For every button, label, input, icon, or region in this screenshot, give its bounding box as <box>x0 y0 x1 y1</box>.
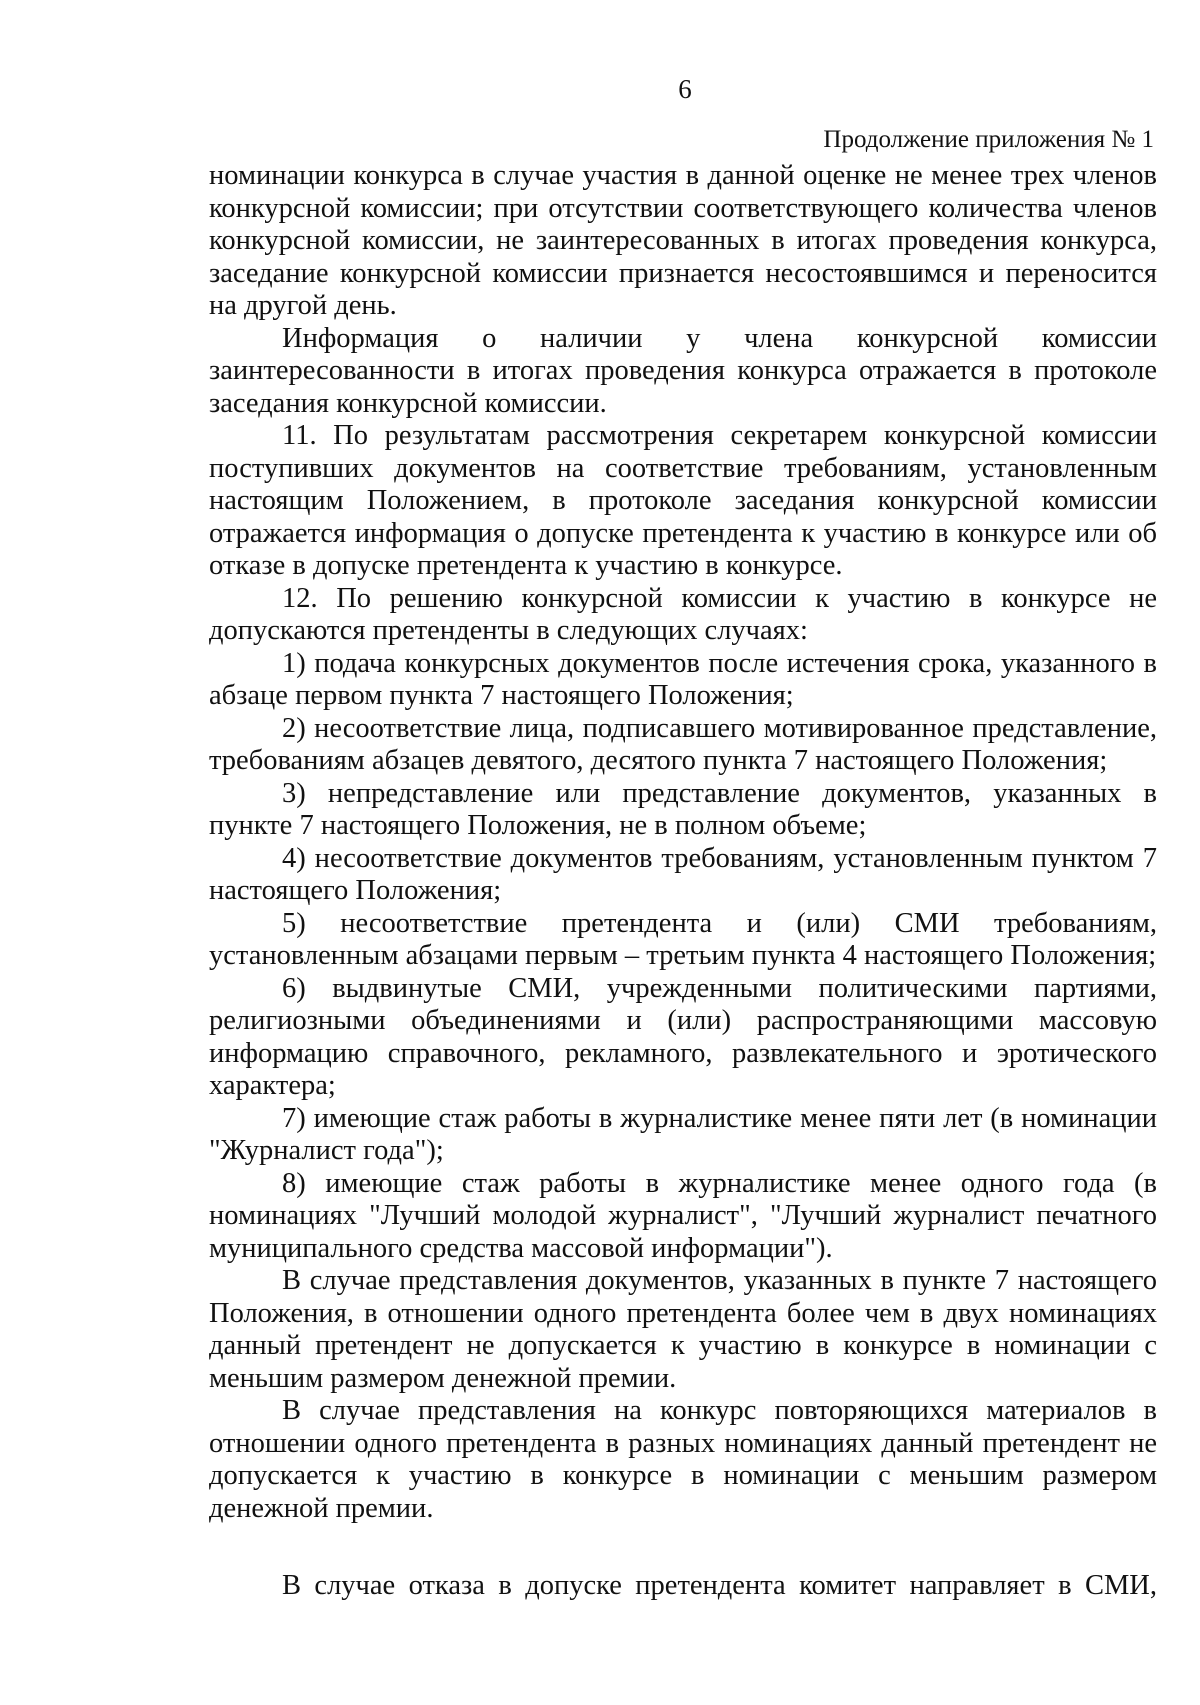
paragraph-item-11: 11. По результатам рассмотрения секретарем конкурсной комиссии поступивших документов на соответствие требованиям, установленным настоящим Положением, в протоколе заседания конкурсной комиссии отражается информация о допуске претендента к участию в конкурсе или об отказе в допуске претендента к участию в конкурсе. <box>209 420 1157 581</box>
document-body <box>209 160 1157 1525</box>
paragraph-quorum: номинации конкурса в случае участия в данной оценке не менее трех членов конкурсной комиссии; при отсутствии соответствующего количества членов конкурсной комиссии, не заинтересованных в итогах проведения конкурса, заседание конкурсной комиссии признается несостоявшимся и переносится на другой день. <box>209 160 1157 321</box>
paragraph-refusal-start: В случае отказа в допуске претендента комитет направляет в СМИ, <box>282 1570 1157 1601</box>
list-item-3: 3) непредставление или представление документов, указанных в пункте 7 настоящего Положения, не в полном объеме; <box>209 777 1157 841</box>
list-item-1: 1) подача конкурсных документов после истечения срока, указанного в абзаце первом пункта 7 настоящего Положения; <box>209 647 1157 711</box>
list-item-6: 6) выдвинутые СМИ, учрежденными политическими партиями, религиозными объединениями и (или) распространяющими массовую информацию справочного, рекламного, развлекательного и эротического характера; <box>209 972 1157 1101</box>
list-item-5: 5) несоответствие претендента и (или) СМИ требованиям, установленным абзацами первым – третьим пункта 4 настоящего Положения; <box>209 907 1157 971</box>
list-item-8: 8) имеющие стаж работы в журналистике менее одного года (в номинациях "Лучший молодой журналист", "Лучший журналист печатного муниципального средства массовой информации"). <box>209 1167 1157 1264</box>
paragraph-interest-info: Информация о наличии у члена конкурсной комиссии заинтересованности в итогах проведения конкурса отражается в протоколе заседания конкурсной комиссии. <box>209 322 1157 419</box>
paragraph-multiple-nominations: В случае представления документов, указанных в пункте 7 настоящего Положения, в отношении одного претендента более чем в двух номинациях данный претендент не допускается к участию в конкурсе в номинации с меньшим размером денежной премии. <box>209 1265 1157 1394</box>
page-number: 6 <box>678 74 692 104</box>
list-item-4: 4) несоответствие документов требованиям, установленным пунктом 7 настоящего Положения; <box>209 842 1157 906</box>
paragraph-repeated-materials: В случае представления на конкурс повторяющихся материалов в отношении одного претендента в разных номинациях данный претендент не допускается к участию в конкурсе в номинации с меньшим размером денежной премии. <box>209 1395 1157 1524</box>
paragraph-item-12: 12. По решению конкурсной комиссии к участию в конкурсе не допускаются претенденты в следующих случаях: <box>209 582 1157 646</box>
appendix-continuation-label: Продолжение приложения № 1 <box>823 126 1154 153</box>
list-item-2: 2) несоответствие лица, подписавшего мотивированное представление, требованиям абзацев девятого, десятого пункта 7 настоящего Положения; <box>209 712 1157 776</box>
list-item-7: 7) имеющие стаж работы в журналистике менее пяти лет (в номинации "Журналист года"); <box>209 1102 1157 1166</box>
